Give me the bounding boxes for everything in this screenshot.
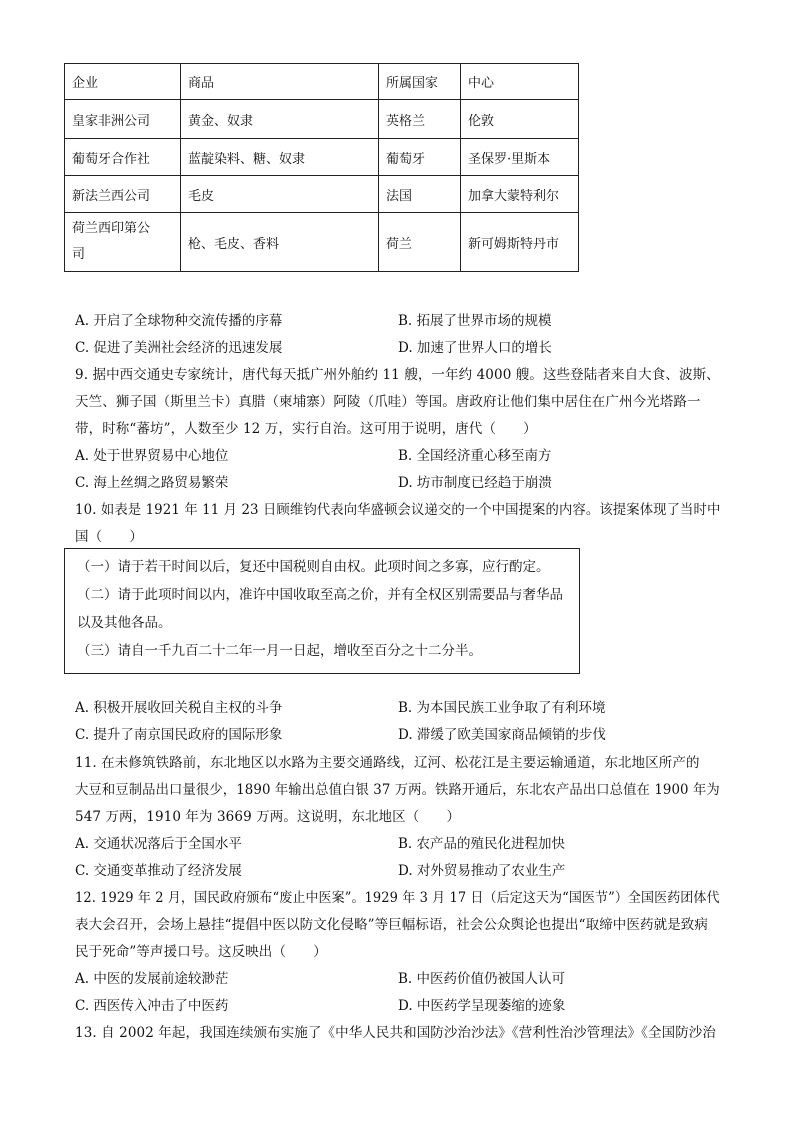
q11-option-d[interactable]: D. 对外贸易推动了农业生产 — [398, 863, 566, 879]
table-cell: 法国 — [379, 176, 461, 213]
proposal-box — [64, 548, 580, 674]
q10-option-b[interactable]: B. 为本国民族工业争取了有利环境 — [398, 700, 606, 716]
table-cell: 加拿大蒙特利尔 — [461, 176, 579, 213]
q10-stem-line: 10. 如表是 1921 年 11 月 23 日顾维钧代表向华盛顿会议递交的一个中国提案的内容。该提案体现了当时中 — [75, 502, 721, 518]
table-row — [65, 139, 579, 176]
table-row — [65, 213, 579, 272]
q11-stem-line: 大豆和豆制品出口量很少，1890 年输出总值白银 37 万两。铁路开通后，东北农产品出口总值在 1900 年为 — [75, 782, 720, 798]
q11-option-a[interactable]: A. 交通状况落后于全国水平 — [75, 836, 242, 852]
q12-stem-line: 12. 1929 年 2 月，国民政府颁布“废止中医案”。1929 年 3 月 17 日（后定这天为“国医节”）全国医药团体代 — [75, 890, 720, 906]
q9-option-b[interactable]: B. 全国经济重心移至南方 — [398, 448, 552, 464]
q8-option-c[interactable]: C. 促进了美洲社会经济的迅速发展 — [75, 340, 283, 356]
table-cell: 毛皮 — [181, 176, 379, 213]
table-row — [65, 100, 579, 139]
table-header-cell: 企业 — [65, 64, 181, 100]
q9-stem-line: 9. 据中西交通史专家统计，唐代每天抵广州外舶约 11 艘，一年约 4000 艘。这些登陆者来自大食、波斯、 — [75, 367, 720, 383]
table-cell: 新法兰西公司 — [65, 176, 181, 213]
table-cell: 黄金、奴隶 — [181, 100, 379, 139]
table-cell: 蓝靛染料、糖、奴隶 — [181, 139, 379, 176]
table-row — [65, 176, 579, 213]
q11-option-b[interactable]: B. 农产品的殖民化进程加快 — [398, 836, 566, 852]
q8-option-a[interactable]: A. 开启了全球物种交流传播的序幕 — [75, 313, 283, 329]
q11-option-c[interactable]: C. 交通变革推动了经济发展 — [75, 863, 242, 879]
q9-stem-line: 天竺、狮子国（斯里兰卡）真腊（柬埔寨）阿陵（爪哇）等国。唐政府让他们集中居住在广州今光塔路一 — [75, 394, 701, 410]
cell-line: 司 — [72, 247, 86, 262]
q9-option-a[interactable]: A. 处于世界贸易中心地位 — [75, 448, 229, 464]
q10-option-a[interactable]: A. 积极开展收回关税自主权的斗争 — [75, 700, 283, 716]
cell-line: 荷兰西印第公 — [72, 221, 151, 236]
proposal-line: （二）请于此项时间以内，准许中国收取至高之价，并有全权区别需要品与奢华品 — [77, 587, 563, 603]
table-cell: 葡萄牙 — [379, 139, 461, 176]
table-cell: 皇家非洲公司 — [65, 100, 181, 139]
table-cell: 荷兰 — [379, 213, 461, 272]
q11-stem-line: 11. 在未修筑铁路前，东北地区以水路为主要交通路线，辽河、松花江是主要运输通道，东北地区所产的 — [75, 755, 700, 771]
q10-stem-line: 国（ ） — [75, 529, 143, 545]
proposal-line: 以及其他各品。 — [77, 615, 172, 631]
q9-option-c[interactable]: C. 海上丝绸之路贸易繁荣 — [75, 475, 229, 491]
table-cell — [65, 213, 181, 272]
q13-stem-line: 13. 自 2002 年起，我国连续颁布实施了《中华人民共和国防沙治沙法》《营利性治沙管理法》《全国防沙治 — [75, 1025, 716, 1041]
table-cell: 伦敦 — [461, 100, 579, 139]
table-cell: 葡萄牙合作社 — [65, 139, 181, 176]
table-cell: 新可姆斯特丹市 — [461, 213, 579, 272]
q12-stem-line: 民于死命”等声援口号。这反映出（ ） — [75, 944, 327, 960]
table-cell: 圣保罗·里斯本 — [461, 139, 579, 176]
proposal-line: （三）请自一千九百二十二年一月一日起，增收至百分之十二分半。 — [77, 643, 482, 659]
q9-stem-line: 带，时称“蕃坊”，人数至少 12 万，实行自治。这可用于说明，唐代（ ） — [75, 421, 537, 437]
trade-companies-table — [64, 63, 579, 272]
q12-option-d[interactable]: D. 中医药学呈现萎缩的迹象 — [398, 998, 566, 1014]
q12-option-a[interactable]: A. 中医的发展前途较渺茫 — [75, 971, 229, 987]
table-cell: 英格兰 — [379, 100, 461, 139]
q12-option-c[interactable]: C. 西医传入冲击了中医药 — [75, 998, 229, 1014]
q11-stem-line: 547 万两，1910 年为 3669 万两。这说明，东北地区（ ） — [75, 809, 461, 825]
table-header-cell: 中心 — [461, 64, 579, 100]
q12-option-b[interactable]: B. 中医药价值仍被国人认可 — [398, 971, 566, 987]
q8-option-b[interactable]: B. 拓展了世界市场的规模 — [398, 313, 552, 329]
q10-option-d[interactable]: D. 滞缓了欧美国家商品倾销的步伐 — [398, 727, 606, 743]
proposal-line: （一）请于若干时间以后，复还中国税则自由权。此项时间之多寡，应行酌定。 — [77, 559, 550, 575]
table-header-row — [65, 64, 579, 100]
q10-option-c[interactable]: C. 提升了南京国民政府的国际形象 — [75, 727, 283, 743]
table-cell: 枪、毛皮、香料 — [181, 213, 379, 272]
q9-option-d[interactable]: D. 坊市制度已经趋于崩溃 — [398, 475, 552, 491]
q12-stem-line: 表大会召开，会场上悬挂“提倡中医以防文化侵略”等巨幅标语，社会公众舆论也提出“取缔中医药就是致病 — [75, 917, 709, 933]
table-header-cell: 商品 — [181, 64, 379, 100]
table-header-cell: 所属国家 — [379, 64, 461, 100]
q8-option-d[interactable]: D. 加速了世界人口的增长 — [398, 340, 552, 356]
